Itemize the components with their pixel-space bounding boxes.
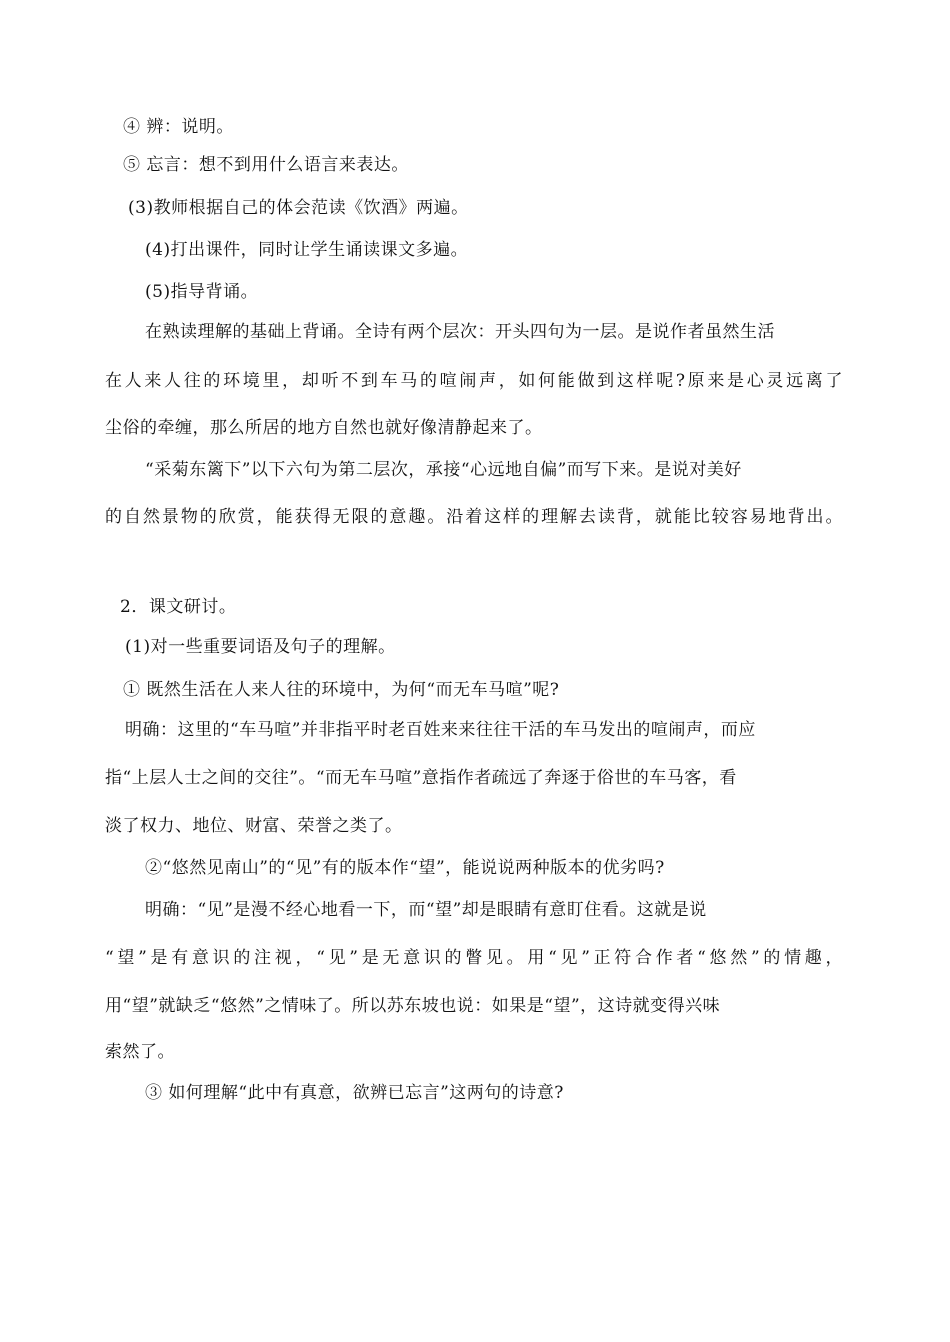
answer-line: 指“上层人士之间的交往”。“而无车马喧”意指作者疏远了奔逐于俗世的车马客，看 bbox=[105, 768, 737, 788]
paragraph-line: 尘俗的牵缠，那么所居的地方自然也就好像清静起来了。 bbox=[105, 418, 543, 438]
paragraph-line: 在人来人往的环境里，却听不到车马的喧闹声，如何能做到这样呢?原来是心灵远离了 bbox=[105, 371, 843, 391]
answer-line: 明确：“见”是漫不经心地看一下，而“望”却是眼睛有意盯住看。这就是说 bbox=[145, 900, 707, 920]
step-3: (3)教师根据自己的体会范读《饮酒》两遍。 bbox=[128, 198, 469, 218]
note-wangyan: ⑤ 忘言：想不到用什么语言来表达。 bbox=[123, 155, 409, 175]
step-4: (4)打出课件，同时让学生诵读课文多遍。 bbox=[145, 240, 469, 260]
paragraph-line: “采菊东篱下”以下六句为第二层次，承接“心远地自偏”而写下来。是说对美好 bbox=[145, 460, 742, 480]
note-bian: ④ 辨：说明。 bbox=[123, 117, 234, 137]
answer-line: “望”是有意识的注视，“见”是无意识的瞥见。用“见”正符合作者“悠然”的情趣， bbox=[105, 948, 843, 968]
paragraph-line: 在熟读理解的基础上背诵。全诗有两个层次：开头四句为一层。是说作者虽然生活 bbox=[145, 322, 775, 342]
question-2: ②“悠然见南山”的“见”有的版本作“望”，能说说两种版本的优劣吗? bbox=[145, 858, 665, 878]
question-3: ③ 如何理解“此中有真意，欲辨已忘言”这两句的诗意? bbox=[145, 1083, 564, 1103]
question-1: ① 既然生活在人来人往的环境中，为何“而无车马喧”呢? bbox=[123, 680, 560, 700]
paragraph-line: 的自然景物的欣赏，能获得无限的意趣。沿着这样的理解去读背，就能比较容易地背出。 bbox=[105, 507, 843, 527]
answer-line: 明确：这里的“车马喧”并非指平时老百姓来来往往干活的车马发出的喧闹声，而应 bbox=[125, 720, 756, 740]
section-heading: 2．课文研讨。 bbox=[120, 597, 237, 617]
answer-line: 淡了权力、地位、财富、荣誉之类了。 bbox=[105, 816, 403, 836]
subsection-heading: (1)对一些重要词语及句子的理解。 bbox=[125, 637, 396, 657]
step-5: (5)指导背诵。 bbox=[145, 282, 259, 302]
answer-line: 索然了。 bbox=[105, 1042, 175, 1062]
answer-line: 用“望”就缺乏“悠然”之情味了。所以苏东坡也说：如果是“望”，这诗就变得兴味 bbox=[105, 996, 721, 1016]
